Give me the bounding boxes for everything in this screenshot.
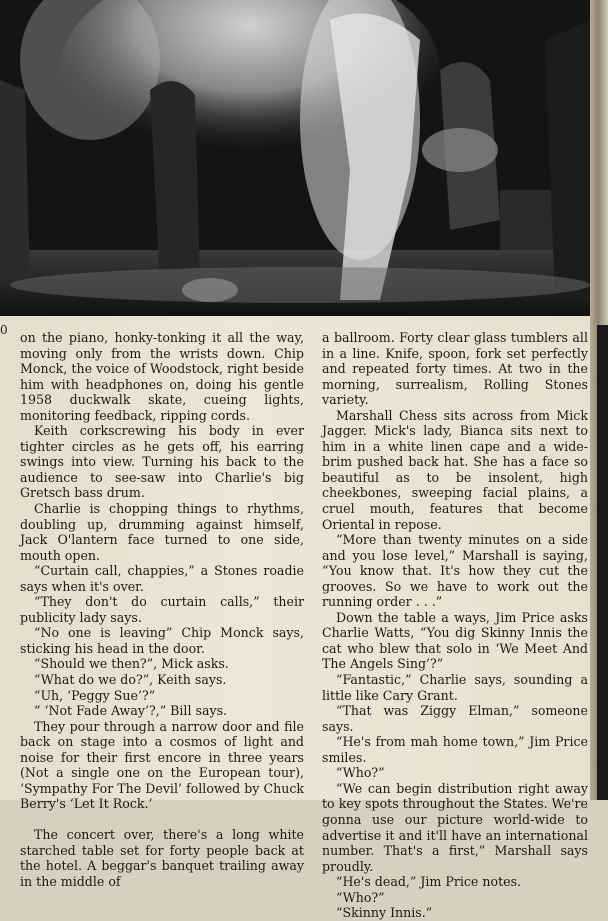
paragraph: “Uh, ‘Peggy Sue’?” [34, 687, 156, 703]
paragraph: “No one is leaving” Chip Monck says, sticking his head in the door. [20, 625, 304, 656]
paragraph: “Curtain call, chappies,” a Stones roadie says when it's over. [20, 563, 304, 594]
paragraph: a ballroom. Forty clear glass tumblers all in a line. Knife, spoon, fork set perfectly and repeated forty times. At two in the morning, surrealism, Rolling Stones variety. [322, 330, 588, 408]
paragraph: “ ‘Not Fade Away’?,” Bill says. [34, 703, 228, 719]
paragraph: on the piano, honky-tonking it all the way, moving only from the wrists down. Chip Monck, the voice of Woodstock, right beside him with headphones on, doing his gentle 1958 duckwalk skate, cueing lights, monitoring feedback, ripping cords. [20, 330, 304, 423]
paragraph: “What do we do?”, Keith says. [34, 672, 227, 688]
paragraph: “He's dead,” Jim Price notes. [336, 874, 522, 890]
left-text-column [20, 330, 304, 889]
paragraph: “Skinny Innis.” [336, 905, 433, 921]
concert-photo-graphic [0, 0, 590, 316]
paragraph: Keith corkscrewing his body in ever tighter circles as he gets off, his earring swings into view. Turning his back to the audience to see-saw into Charlie's big Gretsch bass drum. [20, 423, 304, 501]
right-text-column [322, 330, 588, 921]
paragraph: “Fantastic,” Charlie says, sounding a little like Cary Grant. [322, 672, 588, 703]
paragraph: “We can begin distribution right away to key spots throughout the States. We're gonna use our picture world-wide to advertise it and it'll have an international number. That's a first,” Marshall says proudly. [322, 780, 588, 874]
paragraph: “He's from mah home town,” Jim Price smiles. [322, 734, 588, 765]
page-number: 0 [0, 323, 8, 337]
paragraph: “They don't do curtain calls,” their publicity lady says. [20, 594, 304, 625]
paragraph: Marshall Chess sits across from Mick Jagger. Mick's lady, Bianca sits next to him in a white linen cape and a wide-brim pushed back hat. She has a face so beautiful as to be insolent, high cheekbones, sweeping facial plains, a cruel mouth, features that become Oriental in repose. [322, 407, 588, 532]
paragraph: “Should we then?”, Mick asks. [34, 656, 229, 672]
paragraph: “Who?” [336, 765, 385, 781]
paragraph: “That was Ziggy Elman,” someone says. [322, 703, 588, 734]
paragraph: Down the table a ways, Jim Price asks Charlie Watts, “You dig Skinny Innis the cat who blew that solo in ‘We Meet And The Angels Sing’?” [322, 609, 588, 672]
paragraph: They pour through a narrow door and file back on stage into a cosmos of light and noise for their first encore in three years (Not a single one on the European tour), ‘Sympathy For The Devil’ followed by Chuck Berry's ‘Let It Rock.’ [20, 718, 304, 812]
next-page-photo-edge [597, 325, 608, 800]
paragraph: “More than twenty minutes on a side and you lose level,” Marshall is saying, “You know that. It's how they cut the grooves. So we have to work out the running order . . .” [322, 532, 588, 610]
paragraph: The concert over, there's a long white starched table set for forty people back at the hotel. A beggar's banquet trailing away in the middle of [20, 826, 304, 889]
concert-stage-photo [0, 0, 590, 316]
paragraph: “Who?” [336, 889, 385, 905]
paragraph: Charlie is chopping things to rhythms, doubling up, drumming against himself, Jack O'lantern face turned to one side, mouth open. [20, 501, 304, 563]
